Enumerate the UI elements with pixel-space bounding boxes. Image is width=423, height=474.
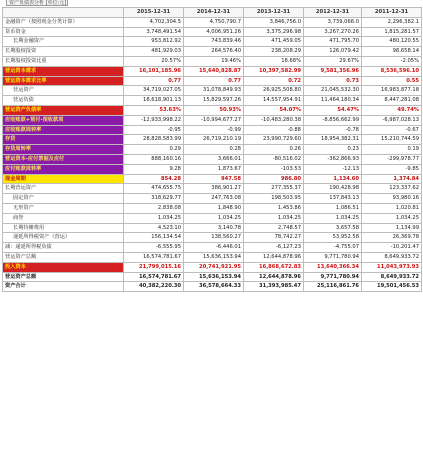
header-cell: 2011-12-31	[362, 8, 422, 18]
table-cell: -12.13	[304, 164, 362, 174]
table-cell: 480,120.55	[362, 37, 422, 47]
table-cell: 12,644,878.96	[244, 252, 304, 262]
header-cell: 2015-12-31	[124, 8, 184, 18]
table-row	[3, 272, 422, 282]
table-cell: 23,990,729.60	[244, 135, 304, 145]
table-cell: 12,644,878.96	[244, 272, 304, 282]
table-row	[3, 17, 422, 27]
table-cell: 0.28	[184, 145, 244, 155]
row-label: 营运资产负债率	[3, 105, 124, 115]
table-cell: 481,929.03	[124, 47, 184, 57]
table-cell: 54.47%	[304, 105, 362, 115]
table-cell: 2,838.08	[124, 203, 184, 213]
table-cell: 3,748,491.54	[124, 27, 184, 37]
table-row	[3, 194, 422, 204]
table-cell: 1,815,281.57	[362, 27, 422, 37]
row-label: 固定资产	[3, 194, 124, 204]
table-cell: -10,994,677.27	[184, 115, 244, 125]
row-label: 减：递延所得税负债	[3, 243, 124, 253]
table-cell: -0.78	[304, 125, 362, 135]
table-cell: 123,337.62	[362, 184, 422, 194]
row-label: 投入资本	[3, 262, 124, 272]
table-cell: 1,848.90	[184, 203, 244, 213]
table-cell: 29.67%	[304, 56, 362, 66]
row-label: 长期营运资产	[3, 184, 124, 194]
table-cell: 15,640,828.87	[184, 66, 244, 76]
table-cell: 8,536,596.10	[362, 66, 422, 76]
table-cell: 26,719,210.19	[184, 135, 244, 145]
row-label: 长期金融资产	[3, 37, 124, 47]
table-cell: 4,702,304.5	[124, 17, 184, 27]
row-label: 商誉	[3, 213, 124, 223]
table-cell: 8,649,933.72	[362, 272, 422, 282]
row-label: 应付账款周转率	[3, 164, 124, 174]
row-label: 营运资本需求比率	[3, 76, 124, 86]
table-cell: 36,578,664.33	[184, 282, 244, 292]
table-cell: -103.53	[244, 164, 304, 174]
table-cell: 1,453.86	[244, 203, 304, 213]
table-cell: 15,829,597.26	[184, 96, 244, 106]
table-cell: 10,397,582.99	[244, 66, 304, 76]
row-label: 递延所得税资产（营运）	[3, 233, 124, 243]
table-cell: 0.73	[304, 76, 362, 86]
table-cell: -0.88	[244, 125, 304, 135]
table-row	[3, 203, 422, 213]
table-row	[3, 56, 422, 66]
table-cell: 0.55	[362, 76, 422, 86]
table-cell: 1,374.84	[362, 174, 422, 184]
table-cell: 78,742.27	[244, 233, 304, 243]
table-cell: 474,655.75	[124, 184, 184, 194]
row-label: 长期股权投资比重	[3, 56, 124, 66]
table-cell: 16,868,672.83	[244, 262, 304, 272]
table-cell: 318,629.77	[124, 194, 184, 204]
table-cell: 9,581,356.96	[304, 66, 362, 76]
table-cell: 28,828,583.99	[124, 135, 184, 145]
table-cell: 53.63%	[124, 105, 184, 115]
table-cell: -80,516.02	[244, 154, 304, 164]
row-label: 应收账款周转率	[3, 125, 124, 135]
row-label: 现金周期	[3, 174, 124, 184]
table-cell: 16,983,877.18	[362, 86, 422, 96]
table-cell: 3,739,066.0	[304, 17, 362, 27]
table-cell: 471,459.05	[244, 37, 304, 47]
row-label: 营运资产	[3, 86, 124, 96]
row-label: 存货	[3, 135, 124, 145]
table-cell: 386,901.27	[184, 184, 244, 194]
table-cell: 3,846,756.0	[244, 17, 304, 27]
table-cell: -10,483,280.38	[244, 115, 304, 125]
table-cell: 16,101,185.96	[124, 66, 184, 76]
row-label: 长期股权投资	[3, 47, 124, 57]
table-cell: 888,160.16	[124, 154, 184, 164]
table-cell: 1,034.25	[124, 213, 184, 223]
table-cell: 50.93%	[184, 105, 244, 115]
table-cell: 190,428.98	[304, 184, 362, 194]
table-row	[3, 145, 422, 155]
table-cell: 1,034.25	[184, 213, 244, 223]
table-cell: 16,574,781.67	[124, 272, 184, 282]
table-cell: 854.28	[124, 174, 184, 184]
table-cell: -299,978.77	[362, 154, 422, 164]
table-cell: 0.77	[184, 76, 244, 86]
table-row	[3, 76, 422, 86]
header-cell: 2013-12-31	[244, 8, 304, 18]
table-cell: 25,116,861.76	[304, 282, 362, 292]
table-cell: 138,560.27	[184, 233, 244, 243]
table-cell: 1,134.60	[304, 174, 362, 184]
table-cell: 1,873.67	[184, 164, 244, 174]
table-cell: 247,763.08	[184, 194, 244, 204]
table-cell: 1,034.25	[244, 213, 304, 223]
table-cell: 3,267,270.26	[304, 27, 362, 37]
row-label: 无形资产	[3, 203, 124, 213]
header-cell	[3, 8, 124, 18]
table-row	[3, 47, 422, 57]
row-label: 金融资产（按照现金分类计算）	[3, 17, 124, 27]
row-label: 应收账款+预付-预收款项	[3, 115, 124, 125]
table-cell: 31,393,985.47	[244, 282, 304, 292]
table-cell: 98,658.14	[362, 47, 422, 57]
table-cell: 2,296,382.1	[362, 17, 422, 27]
balance-sheet-table	[2, 7, 422, 292]
table-cell: -2.05%	[362, 56, 422, 66]
table-cell: -6,555.95	[124, 243, 184, 253]
table-row	[3, 213, 422, 223]
table-cell: -10,201.47	[362, 243, 422, 253]
table-cell: 743,839.46	[184, 37, 244, 47]
table-cell: 18,618,901.13	[124, 96, 184, 106]
table-cell: 9,771,780.94	[304, 252, 362, 262]
table-cell: -0.95	[124, 125, 184, 135]
table-row	[3, 37, 422, 47]
table-cell: 947.58	[184, 174, 244, 184]
table-cell: 21,045,532.30	[304, 86, 362, 96]
table-cell: -12,933,998.22	[124, 115, 184, 125]
table-row	[3, 233, 422, 243]
table-cell: 14,557,954.91	[244, 96, 304, 106]
table-row	[3, 86, 422, 96]
table-cell: 15,210,744.59	[362, 135, 422, 145]
header-row	[3, 8, 422, 18]
table-cell: 19,501,456.53	[362, 282, 422, 292]
table-cell: 0.77	[124, 76, 184, 86]
table-cell: 20,741,921.95	[184, 262, 244, 272]
table-cell: -6,987,028.13	[362, 115, 422, 125]
header-cell: 2012-12-31	[304, 8, 362, 18]
table-cell: -0.67	[362, 125, 422, 135]
table-cell: 277,355.37	[244, 184, 304, 194]
table-row	[3, 105, 422, 115]
table-cell: 126,079.42	[304, 47, 362, 57]
table-cell: 986.80	[244, 174, 304, 184]
table-cell: 137,843.13	[304, 194, 362, 204]
table-cell: -6,446.01	[184, 243, 244, 253]
table-cell: 2,748.57	[244, 223, 304, 233]
table-row	[3, 262, 422, 272]
table-cell: 198,503.95	[244, 194, 304, 204]
table-cell: 54.07%	[244, 105, 304, 115]
table-cell: 4,523.10	[124, 223, 184, 233]
table-cell: 1,134.99	[362, 223, 422, 233]
table-cell: 21,799,015.16	[124, 262, 184, 272]
table-cell: 26,369.78	[362, 233, 422, 243]
table-cell: 3,666.01	[184, 154, 244, 164]
table-cell: 20.57%	[124, 56, 184, 66]
table-row	[3, 252, 422, 262]
row-label: 营运负债	[3, 96, 124, 106]
table-cell: 0.23	[304, 145, 362, 155]
table-cell: 0.72	[244, 76, 304, 86]
row-label: 资产合计	[3, 282, 124, 292]
table-cell: 19.46%	[184, 56, 244, 66]
table-cell: 9,771,780.94	[304, 272, 362, 282]
sheet-tab[interactable]: 资产负债表分析 [单位:元]	[6, 0, 68, 6]
table-cell: 18,954,382.31	[304, 135, 362, 145]
table-cell: 4,006,951.26	[184, 27, 244, 37]
row-label: 营运资本-应付票据及应付	[3, 154, 124, 164]
table-cell: -6,127.23	[244, 243, 304, 253]
table-cell: 93,980.16	[362, 194, 422, 204]
table-cell: 238,208.29	[244, 47, 304, 57]
table-cell: 16,574,781.67	[124, 252, 184, 262]
table-cell: 15,636,153.94	[184, 252, 244, 262]
table-row	[3, 174, 422, 184]
table-cell: 264,576.40	[184, 47, 244, 57]
table-row	[3, 282, 422, 292]
header-cell: 2014-12-31	[184, 8, 244, 18]
row-label: 货币资金	[3, 27, 124, 37]
table-cell: 40,382,220.30	[124, 282, 184, 292]
table-row	[3, 243, 422, 253]
table-cell: 9.28	[124, 164, 184, 174]
table-cell: 3,140.78	[184, 223, 244, 233]
table-cell: 0.29	[124, 145, 184, 155]
table-cell: 0.19	[362, 145, 422, 155]
row-label: 营运资产总额	[3, 272, 124, 282]
table-cell: 49.74%	[362, 105, 422, 115]
table-row	[3, 135, 422, 145]
table-cell: 156,134.54	[124, 233, 184, 243]
table-cell: 26,925,508.80	[244, 86, 304, 96]
table-cell: 1,020.81	[362, 203, 422, 213]
table-cell: 471,795.70	[304, 37, 362, 47]
table-cell: 3,657.58	[304, 223, 362, 233]
table-cell: -0.99	[184, 125, 244, 135]
table-cell: 11,464,180.34	[304, 96, 362, 106]
table-row	[3, 66, 422, 76]
table-cell: 53,952.58	[304, 233, 362, 243]
table-cell: 1,086.51	[304, 203, 362, 213]
table-cell: 15,636,153.94	[184, 272, 244, 282]
row-label: 长期待摊费用	[3, 223, 124, 233]
table-row	[3, 96, 422, 106]
table-cell: 11,043,973.93	[362, 262, 422, 272]
table-cell: 0.26	[244, 145, 304, 155]
table-row	[3, 164, 422, 174]
table-cell: 1,034.25	[362, 213, 422, 223]
table-cell: -8,856,662.99	[304, 115, 362, 125]
table-cell: -362,866.93	[304, 154, 362, 164]
table-cell: 34,719,027.05	[124, 86, 184, 96]
sheet-topbar	[0, 0, 423, 7]
row-label: 营运资产总额	[3, 252, 124, 262]
row-label: 存货周转率	[3, 145, 124, 155]
row-label: 营运资本需求	[3, 66, 124, 76]
table-cell: 953,812.92	[124, 37, 184, 47]
table-cell: -4,755.07	[304, 243, 362, 253]
table-row	[3, 223, 422, 233]
table-row	[3, 154, 422, 164]
table-cell: 1,034.25	[304, 213, 362, 223]
table-row	[3, 115, 422, 125]
table-cell: 31,078,849.93	[184, 86, 244, 96]
table-row	[3, 125, 422, 135]
table-cell: 8,649,933.72	[362, 252, 422, 262]
table-cell: 18.68%	[244, 56, 304, 66]
table-row	[3, 27, 422, 37]
table-cell: 3,375,296.98	[244, 27, 304, 37]
table-row	[3, 184, 422, 194]
table-cell: 8,447,281.08	[362, 96, 422, 106]
table-body	[3, 8, 422, 292]
table-cell: 13,640,366.34	[304, 262, 362, 272]
table-cell: -9.85	[362, 164, 422, 174]
table-cell: 4,750,790.7	[184, 17, 244, 27]
